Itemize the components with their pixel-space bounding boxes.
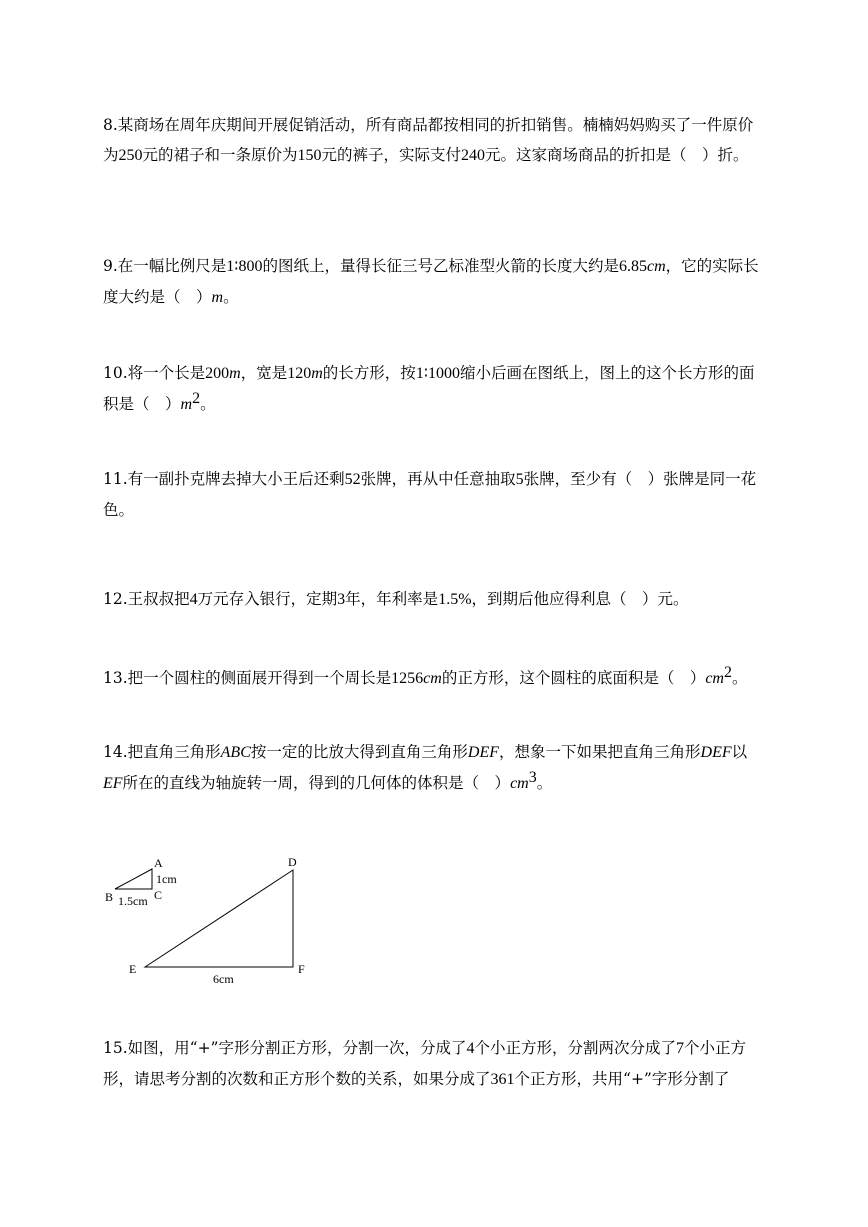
label-c: C [154, 888, 163, 902]
label-ac: 1cm [156, 872, 177, 886]
label-d: D [288, 855, 297, 869]
question-13: 13.把一个圆柱的侧面展开得到一个周长是1256cm的正方形，这个圆柱的底面积是（ ）$cm^2$。 [103, 663, 748, 687]
question-14: 14.把直角三角形ABC按一定的比放大得到直角三角形DEF，想象一下如果把直角三角形DEF以EF所在的直线为轴旋转一周，得到的几何体的体积是（ ）$cm^3$。 [103, 743, 748, 792]
label-f: F [298, 962, 305, 976]
label-e: E [129, 962, 137, 976]
question-8: 8.某商场在周年庆期间开展促销活动，所有商品都按相同的折扣销售。楠楠妈妈购买了一件原价为250元的裙子和一条原价为150元的裤子，实际支付240元。这家商场商品的折扣是（ ）折。 [103, 116, 754, 164]
question-15: 15.如图，用“+”字形分割正方形，分割一次，分成了4个小正方形，分割两次分成了7个小正方形，请思考分割的次数和正方形个数的关系，如果分成了361个正方形，共用“+”字形分割了 [103, 1039, 747, 1088]
label-a: A [154, 856, 163, 870]
question-9: 9.在一幅比例尺是1∶800的图纸上，量得长征三号乙标准型火箭的长度大约是6.85cm，它的实际长度大约是（ ）m。 [103, 257, 759, 306]
triangle-figure [100, 852, 320, 992]
label-ef: 6cm [213, 972, 234, 986]
question-10: 10.将一个长是200m，宽是120m的长方形，按1∶1000缩小后画在图纸上，图上的这个长方形的面积是（ ）$m^2$。 [103, 364, 755, 413]
question-11: 11.有一副扑克牌去掉大小王后还剩52张牌，再从中任意抽取5张牌，至少有（ ）张牌是同一花色。 [103, 470, 757, 519]
label-b: B [105, 890, 114, 904]
label-bc: 1.5cm [118, 894, 148, 908]
question-12: 12.王叔叔把4万元存入银行，定期3年，年利率是1.5%，到期后他应得利息（ ）元。 [103, 590, 689, 608]
small-triangle-abc [105, 856, 177, 908]
